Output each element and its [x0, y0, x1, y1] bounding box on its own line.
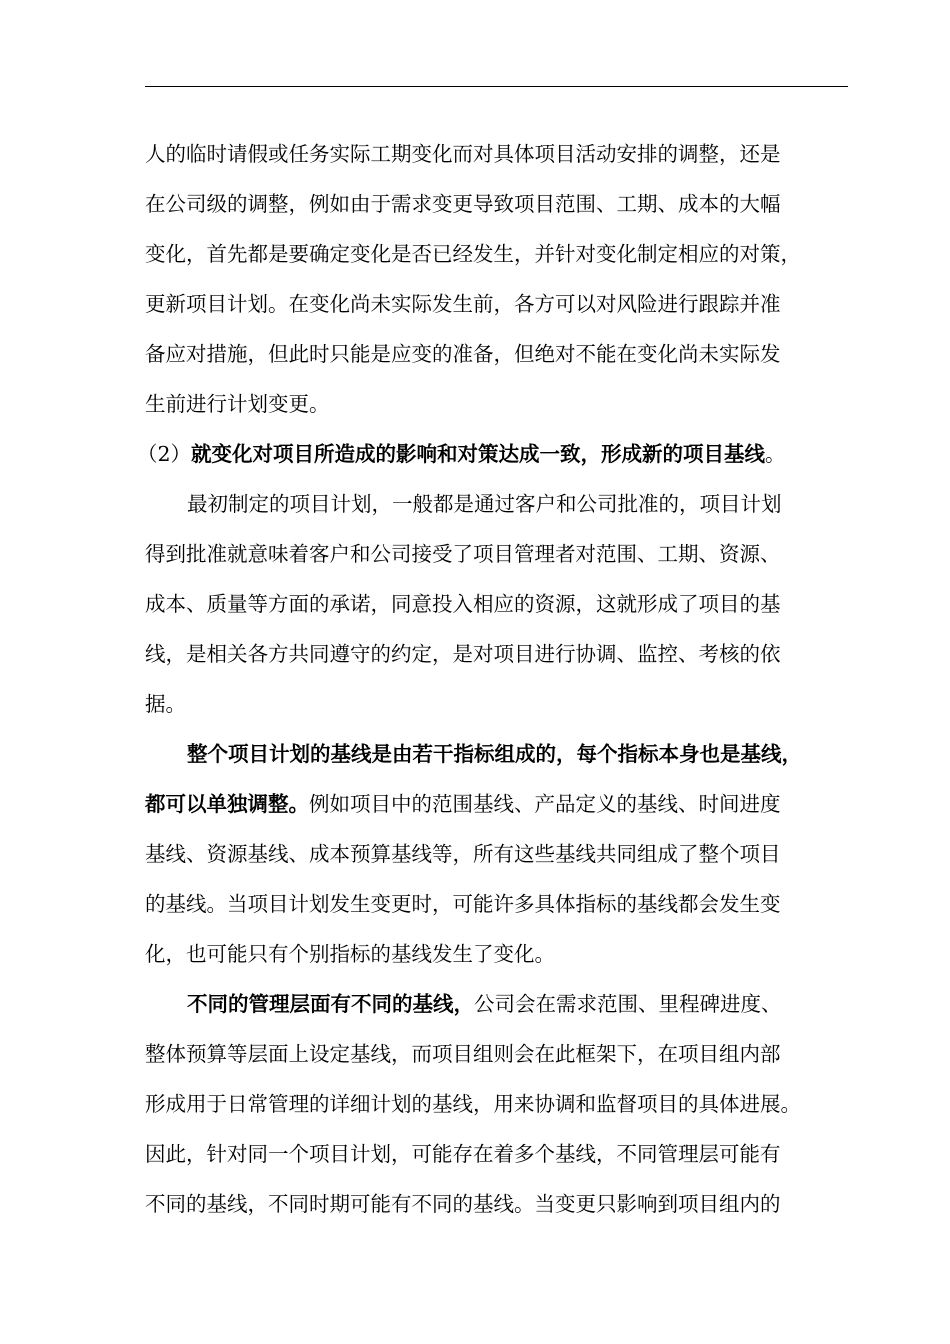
page-body — [137, 129, 848, 1229]
text-line: 不同的基线，不同时期可能有不同的基线。当变更只影响到项目组内的 — [145, 1192, 781, 1216]
text-line: 生前进行计划变更。 — [145, 392, 330, 416]
text-line: 基线、资源基线、成本预算基线等，所有这些基线共同组成了整个项目 — [145, 842, 781, 866]
text-line: 形成用于日常管理的详细计划的基线，用来协调和监督项目的具体进展。 — [145, 1092, 801, 1116]
text-line: 的基线。当项目计划发生变更时，可能许多具体指标的基线都会发生变 — [145, 892, 781, 916]
section-heading-end: 。 — [765, 442, 786, 466]
text-line: 人的临时请假或任务实际工期变化而对具体项目活动安排的调整，还是 — [145, 142, 781, 166]
paragraph-management-levels — [145, 979, 848, 1229]
text-line: 整体预算等层面上设定基线，而项目组则会在此框架下，在项目组内部 — [145, 1042, 781, 1066]
bold-run: 都可以单独调整。 — [145, 792, 309, 816]
text-line: 最初制定的项目计划，一般都是通过客户和公司批准的，项目计划 — [187, 492, 782, 516]
text-line: 得到批准就意味着客户和公司接受了项目管理者对范围、工期、资源、 — [145, 542, 781, 566]
text-line: 在公司级的调整，例如由于需求变更导致项目范围、工期、成本的大幅 — [145, 192, 781, 216]
section-heading-2 — [137, 429, 848, 479]
text-line: 据。 — [145, 692, 186, 716]
paragraph-baseline-indicators — [145, 729, 848, 979]
text-run: 例如项目中的范围基线、产品定义的基线、时间进度 — [309, 792, 781, 816]
text-line: 因此，针对同一个项目计划，可能存在着多个基线，不同管理层可能有 — [145, 1142, 781, 1166]
text-line: 成本、质量等方面的承诺，同意投入相应的资源，这就形成了项目的基 — [145, 592, 781, 616]
header-rule — [145, 86, 848, 87]
text-line-mixed — [145, 779, 848, 829]
section-heading-text: 就变化对项目所造成的影响和对策达成一致，形成新的项目基线 — [191, 442, 766, 466]
text-line: 化，也可能只有个别指标的基线发生了变化。 — [145, 942, 555, 966]
bold-run: 不同的管理层面有不同的基线， — [187, 992, 474, 1016]
paragraph-initial-plan — [145, 479, 848, 729]
text-run: 公司会在需求范围、里程碑进度、 — [474, 992, 782, 1016]
section-number: （2） — [137, 442, 192, 466]
text-line: 更新项目计划。在变化尚未实际发生前，各方可以对风险进行跟踪并准 — [145, 292, 781, 316]
text-line: 线，是相关各方共同遵守的约定，是对项目进行协调、监控、考核的依 — [145, 642, 781, 666]
paragraph-change-timing — [145, 129, 848, 429]
text-line: 变化，首先都是要确定变化是否已经发生，并针对变化制定相应的对策， — [145, 242, 801, 266]
text-line: 备应对措施，但此时只能是应变的准备，但绝对不能在变化尚未实际发 — [145, 342, 781, 366]
text-line-bold: 整个项目计划的基线是由若干指标组成的，每个指标本身也是基线， — [187, 742, 802, 766]
text-line-mixed — [145, 979, 848, 1029]
